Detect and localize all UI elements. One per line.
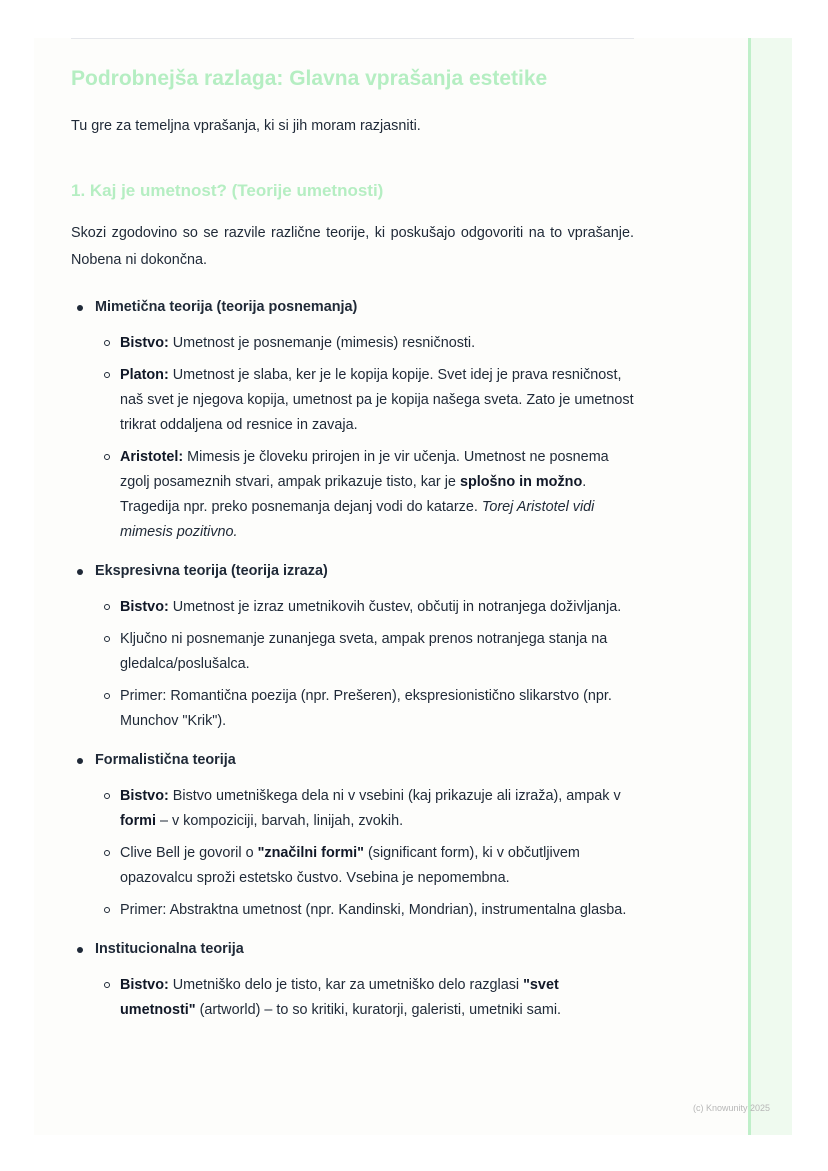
point-text: Bistvo umetniškega dela ni v vsebini (kaj prikazuje ali izraža), ampak v bbox=[168, 788, 621, 804]
theory-title: Ekspresivna teorija (teorija izraza) bbox=[95, 563, 328, 579]
bullet-icon bbox=[77, 758, 83, 764]
theory-point bbox=[95, 627, 634, 677]
theory-point bbox=[95, 445, 634, 545]
circle-bullet-icon bbox=[104, 340, 110, 346]
point-label: Aristotel: bbox=[120, 449, 184, 465]
point-text: Ključno ni posnemanje zunanjega sveta, ampak prenos notranjega stanja na gledalca/poslušalca. bbox=[120, 631, 608, 672]
point-emphasis: splošno in možno bbox=[459, 474, 583, 490]
theory-point bbox=[95, 841, 634, 891]
theory-point bbox=[95, 331, 634, 356]
theory-points bbox=[95, 784, 634, 923]
circle-bullet-icon bbox=[104, 793, 110, 799]
theory-points bbox=[95, 331, 634, 545]
theory-item bbox=[71, 558, 634, 734]
circle-bullet-icon bbox=[104, 693, 110, 699]
point-label: Bistvo: bbox=[120, 335, 169, 351]
point-text: Primer: Abstraktna umetnost (npr. Kandinski, Mondrian), instrumentalna glasba. bbox=[120, 902, 627, 918]
theory-point bbox=[95, 784, 634, 834]
theory-point bbox=[95, 595, 634, 620]
bullet-icon bbox=[77, 305, 83, 311]
point-text: Umetnost je izraz umetnikovih čustev, občutij in notranjega doživljanja. bbox=[168, 599, 622, 615]
theory-title: Formalistična teorija bbox=[95, 752, 236, 768]
point-text: . Tragedija npr. preko posnemanja dejanj vodi do katarze. bbox=[120, 474, 587, 515]
bullet-icon bbox=[77, 569, 83, 575]
circle-bullet-icon bbox=[104, 636, 110, 642]
point-text: Clive Bell je govoril o bbox=[120, 845, 258, 861]
theory-item bbox=[71, 294, 634, 545]
theory-point bbox=[95, 973, 634, 1023]
point-label: Bistvo: bbox=[120, 977, 169, 993]
point-text: (artworld) – to so kritiki, kuratorji, galeristi, umetniki sami. bbox=[195, 1002, 562, 1018]
theory-point bbox=[95, 363, 634, 438]
theory-item bbox=[71, 747, 634, 923]
page-title: Podrobnejša razlaga: Glavna vprašanja estetike bbox=[71, 67, 548, 90]
right-margin-line bbox=[748, 38, 751, 1135]
bullet-icon bbox=[77, 947, 83, 953]
circle-bullet-icon bbox=[104, 372, 110, 378]
circle-bullet-icon bbox=[104, 850, 110, 856]
right-margin-bar bbox=[748, 38, 792, 1135]
point-text: Primer: Romantična poezija (npr. Prešeren), ekspresionistično slikarstvo (npr. Munchov "Krik"). bbox=[120, 688, 612, 729]
circle-bullet-icon bbox=[104, 982, 110, 988]
point-text: Mimesis je človeku prirojen in je vir učenja. Umetnost ne posnema zgolj posameznih stvari, ampak prikazuje tisto, kar je bbox=[120, 449, 609, 490]
theory-item bbox=[71, 936, 634, 1023]
section-lead: Skozi zgodovino so se razvile različne teorije, ki poskušajo odgovoriti na to vprašanje. Nobena ni dokončna. bbox=[71, 225, 634, 268]
point-emphasis: formi bbox=[120, 813, 156, 829]
point-text: – v kompoziciji, barvah, linijah, zvokih. bbox=[155, 813, 404, 829]
copyright-footer: (c) Knowunity 2025 bbox=[693, 1103, 771, 1113]
theory-points bbox=[95, 973, 634, 1023]
point-italic: Torej Aristotel vidi mimesis pozitivno. bbox=[120, 499, 595, 540]
intro-paragraph: Tu gre za temeljna vprašanja, ki si jih moram razjasniti. bbox=[71, 118, 421, 134]
point-label: Bistvo: bbox=[120, 788, 169, 804]
circle-bullet-icon bbox=[104, 604, 110, 610]
theory-list bbox=[71, 294, 634, 1023]
point-label: Platon: bbox=[120, 367, 169, 383]
point-emphasis: "značilni formi" bbox=[257, 845, 364, 861]
top-divider bbox=[71, 38, 634, 39]
point-text: Umetniško delo je tisto, kar za umetniško delo razglasi bbox=[168, 977, 524, 993]
circle-bullet-icon bbox=[104, 454, 110, 460]
circle-bullet-icon bbox=[104, 907, 110, 913]
theory-point bbox=[95, 684, 634, 734]
point-text: Umetnost je slaba, ker je le kopija kopije. Svet idej je prava resničnost, naš svet je njegova kopija, umetnost pa je kopija našega sveta. Zato je umetnost trikrat oddaljena od resnice in zavaja. bbox=[120, 367, 634, 433]
section-title: 1. Kaj je umetnost? (Teorije umetnosti) bbox=[71, 181, 384, 200]
point-emphasis: "svet umetnosti" bbox=[120, 977, 559, 1018]
point-text: (significant form), ki v občutljivem opazovalcu sproži estetsko čustvo. Vsebina je nepomembna. bbox=[120, 845, 580, 886]
point-label: Bistvo: bbox=[120, 599, 169, 615]
theory-point bbox=[95, 898, 634, 923]
point-text: Umetnost je posnemanje (mimesis) resničnosti. bbox=[168, 335, 476, 351]
document-content bbox=[71, 38, 634, 1036]
theory-title: Institucionalna teorija bbox=[95, 941, 244, 957]
theory-points bbox=[95, 595, 634, 734]
theory-title: Mimetična teorija (teorija posnemanja) bbox=[95, 299, 358, 315]
